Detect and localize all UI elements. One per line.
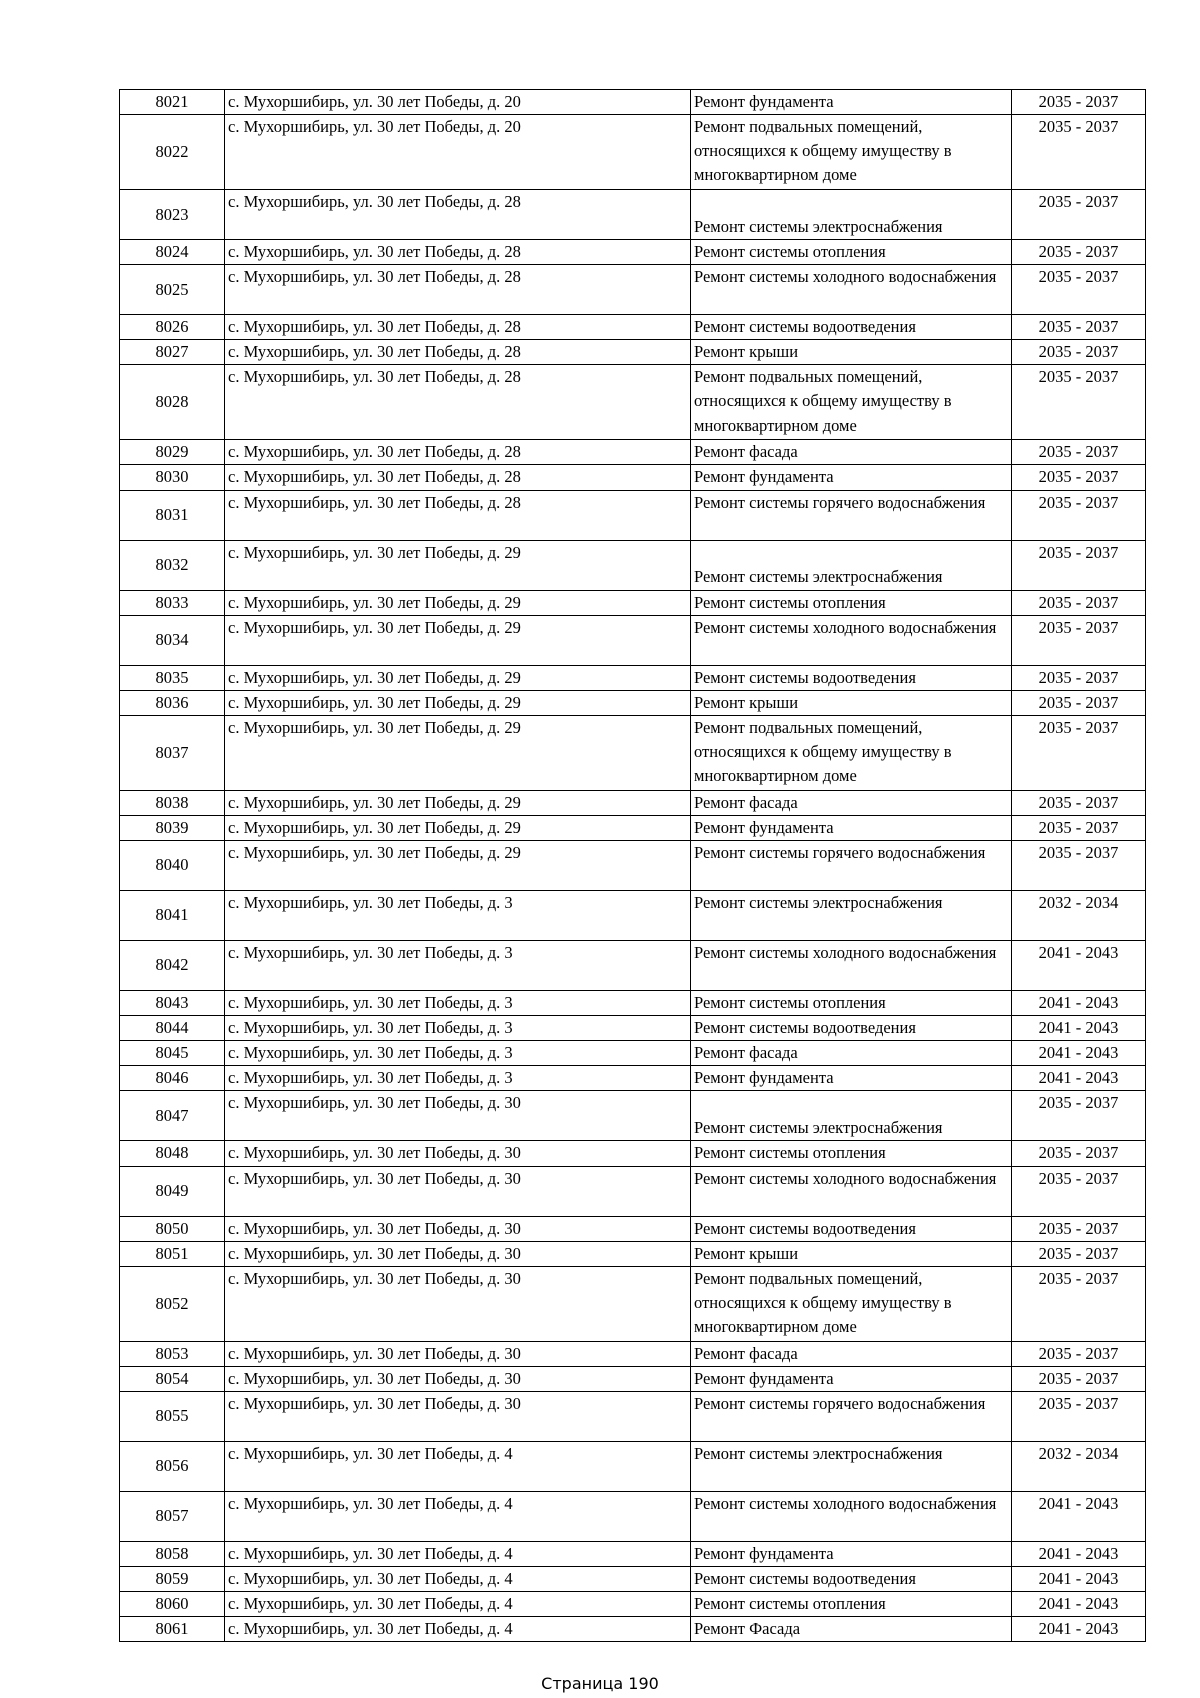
row-number: 8033 (120, 590, 225, 615)
row-work-type: Ремонт системы отопления (691, 1141, 1012, 1166)
row-work-type: Ремонт системы электроснабжения (691, 540, 1012, 590)
row-address: с. Мухоршибирь, ул. 30 лет Победы, д. 28 (225, 240, 691, 265)
row-work-type: Ремонт системы водоотведения (691, 1216, 1012, 1241)
row-address: с. Мухоршибирь, ул. 30 лет Победы, д. 29 (225, 715, 691, 790)
row-work-type: Ремонт крыши (691, 340, 1012, 365)
table-row (120, 941, 1146, 991)
row-address: с. Мухоршибирь, ул. 30 лет Победы, д. 29 (225, 815, 691, 840)
row-work-type: Ремонт системы электроснабжения (691, 1091, 1012, 1141)
table-row (120, 1341, 1146, 1366)
row-address: с. Мухоршибирь, ул. 30 лет Победы, д. 28 (225, 465, 691, 490)
row-address: с. Мухоршибирь, ул. 30 лет Победы, д. 3 (225, 1041, 691, 1066)
row-period: 2035 - 2037 (1012, 815, 1146, 840)
row-number: 8058 (120, 1541, 225, 1566)
row-period: 2041 - 2043 (1012, 991, 1146, 1016)
table-row (120, 1166, 1146, 1216)
row-period: 2035 - 2037 (1012, 540, 1146, 590)
table-row (120, 1066, 1146, 1091)
row-period: 2035 - 2037 (1012, 590, 1146, 615)
row-work-type: Ремонт фасада (691, 1341, 1012, 1366)
row-address: с. Мухоршибирь, ул. 30 лет Победы, д. 4 (225, 1592, 691, 1617)
row-period: 2041 - 2043 (1012, 941, 1146, 991)
row-address: с. Мухоршибирь, ул. 30 лет Победы, д. 29 (225, 540, 691, 590)
row-address: с. Мухоршибирь, ул. 30 лет Победы, д. 3 (225, 1066, 691, 1091)
row-number: 8029 (120, 440, 225, 465)
row-address: с. Мухоршибирь, ул. 30 лет Победы, д. 30 (225, 1391, 691, 1441)
row-address: с. Мухоршибирь, ул. 30 лет Победы, д. 3 (225, 1016, 691, 1041)
row-period: 2035 - 2037 (1012, 365, 1146, 440)
row-address: с. Мухоршибирь, ул. 30 лет Победы, д. 30 (225, 1366, 691, 1391)
table-row (120, 1141, 1146, 1166)
row-period: 2035 - 2037 (1012, 790, 1146, 815)
row-number: 8046 (120, 1066, 225, 1091)
row-number: 8042 (120, 941, 225, 991)
row-period: 2041 - 2043 (1012, 1617, 1146, 1642)
table-row (120, 665, 1146, 690)
row-work-type: Ремонт фундамента (691, 815, 1012, 840)
row-number: 8059 (120, 1566, 225, 1591)
table-row (120, 1391, 1146, 1441)
table-row (120, 1266, 1146, 1341)
row-address: с. Мухоршибирь, ул. 30 лет Победы, д. 29 (225, 615, 691, 665)
row-period: 2035 - 2037 (1012, 1391, 1146, 1441)
table-row (120, 265, 1146, 315)
row-work-type: Ремонт системы отопления (691, 590, 1012, 615)
row-work-type: Ремонт подвальных помещений, относящихся к общему имуществу в многоквартирном доме (691, 365, 1012, 440)
row-period: 2035 - 2037 (1012, 315, 1146, 340)
row-number: 8024 (120, 240, 225, 265)
table-row (120, 1491, 1146, 1541)
row-number: 8054 (120, 1366, 225, 1391)
table-row (120, 315, 1146, 340)
row-work-type: Ремонт системы холодного водоснабжения (691, 265, 1012, 315)
row-number: 8041 (120, 891, 225, 941)
table-row (120, 690, 1146, 715)
table-row (120, 1441, 1146, 1491)
row-number: 8036 (120, 690, 225, 715)
row-work-type: Ремонт системы электроснабжения (691, 891, 1012, 941)
row-work-type: Ремонт крыши (691, 1241, 1012, 1266)
row-number: 8034 (120, 615, 225, 665)
row-work-type: Ремонт системы отопления (691, 240, 1012, 265)
row-period: 2041 - 2043 (1012, 1491, 1146, 1541)
row-period: 2035 - 2037 (1012, 1341, 1146, 1366)
row-address: с. Мухоршибирь, ул. 30 лет Победы, д. 4 (225, 1617, 691, 1642)
row-work-type: Ремонт фасада (691, 440, 1012, 465)
row-number: 8023 (120, 190, 225, 240)
table-row (120, 1541, 1146, 1566)
table-row (120, 715, 1146, 790)
row-address: с. Мухоршибирь, ул. 30 лет Победы, д. 30 (225, 1216, 691, 1241)
row-period: 2035 - 2037 (1012, 465, 1146, 490)
row-period: 2041 - 2043 (1012, 1541, 1146, 1566)
row-period: 2035 - 2037 (1012, 615, 1146, 665)
row-address: с. Мухоршибирь, ул. 30 лет Победы, д. 29 (225, 590, 691, 615)
row-period: 2032 - 2034 (1012, 891, 1146, 941)
table-row (120, 1091, 1146, 1141)
table-row (120, 440, 1146, 465)
row-work-type: Ремонт фундамента (691, 1366, 1012, 1391)
row-number: 8055 (120, 1391, 225, 1441)
table-row (120, 1216, 1146, 1241)
row-work-type: Ремонт системы электроснабжения (691, 1441, 1012, 1491)
row-work-type: Ремонт подвальных помещений, относящихся к общему имуществу в многоквартирном доме (691, 715, 1012, 790)
row-work-type: Ремонт системы горячего водоснабжения (691, 1391, 1012, 1441)
row-work-type: Ремонт системы холодного водоснабжения (691, 1166, 1012, 1216)
row-period: 2041 - 2043 (1012, 1592, 1146, 1617)
row-address: с. Мухоршибирь, ул. 30 лет Победы, д. 28 (225, 190, 691, 240)
page-number: Страница 190 (541, 1674, 659, 1693)
table-row (120, 115, 1146, 190)
row-address: с. Мухоршибирь, ул. 30 лет Победы, д. 20 (225, 115, 691, 190)
row-period: 2035 - 2037 (1012, 115, 1146, 190)
row-period: 2035 - 2037 (1012, 490, 1146, 540)
row-period: 2035 - 2037 (1012, 1366, 1146, 1391)
table-row (120, 540, 1146, 590)
row-period: 2035 - 2037 (1012, 340, 1146, 365)
row-number: 8027 (120, 340, 225, 365)
table-row (120, 90, 1146, 115)
table-row (120, 1592, 1146, 1617)
row-period: 2035 - 2037 (1012, 240, 1146, 265)
row-address: с. Мухоршибирь, ул. 30 лет Победы, д. 30 (225, 1341, 691, 1366)
row-number: 8048 (120, 1141, 225, 1166)
row-work-type: Ремонт системы горячего водоснабжения (691, 841, 1012, 891)
table-row (120, 615, 1146, 665)
row-number: 8051 (120, 1241, 225, 1266)
row-period: 2041 - 2043 (1012, 1016, 1146, 1041)
table-row (120, 465, 1146, 490)
row-number: 8045 (120, 1041, 225, 1066)
row-number: 8057 (120, 1491, 225, 1541)
row-number: 8043 (120, 991, 225, 1016)
row-address: с. Мухоршибирь, ул. 30 лет Победы, д. 28 (225, 315, 691, 340)
table-row (120, 815, 1146, 840)
row-period: 2035 - 2037 (1012, 1216, 1146, 1241)
row-number: 8022 (120, 115, 225, 190)
table-row (120, 1366, 1146, 1391)
row-work-type: Ремонт фасада (691, 790, 1012, 815)
row-number: 8044 (120, 1016, 225, 1041)
row-work-type: Ремонт системы холодного водоснабжения (691, 615, 1012, 665)
row-address: с. Мухоршибирь, ул. 30 лет Победы, д. 30 (225, 1241, 691, 1266)
table-row (120, 841, 1146, 891)
row-work-type: Ремонт системы водоотведения (691, 1016, 1012, 1041)
row-work-type: Ремонт фасада (691, 1041, 1012, 1066)
table-row (120, 590, 1146, 615)
table-row (120, 891, 1146, 941)
row-number: 8060 (120, 1592, 225, 1617)
table-row (120, 1241, 1146, 1266)
row-address: с. Мухоршибирь, ул. 30 лет Победы, д. 29 (225, 790, 691, 815)
row-address: с. Мухоршибирь, ул. 30 лет Победы, д. 4 (225, 1441, 691, 1491)
row-period: 2041 - 2043 (1012, 1566, 1146, 1591)
row-address: с. Мухоршибирь, ул. 30 лет Победы, д. 4 (225, 1566, 691, 1591)
repair-schedule-table (119, 89, 1146, 1642)
table-row (120, 1016, 1146, 1041)
row-period: 2035 - 2037 (1012, 1141, 1146, 1166)
row-work-type: Ремонт системы холодного водоснабжения (691, 941, 1012, 991)
row-number: 8049 (120, 1166, 225, 1216)
table-row (120, 1566, 1146, 1591)
row-number: 8047 (120, 1091, 225, 1141)
row-period: 2035 - 2037 (1012, 1266, 1146, 1341)
row-address: с. Мухоршибирь, ул. 30 лет Победы, д. 28 (225, 490, 691, 540)
row-number: 8028 (120, 365, 225, 440)
row-number: 8050 (120, 1216, 225, 1241)
row-period: 2035 - 2037 (1012, 265, 1146, 315)
row-number: 8052 (120, 1266, 225, 1341)
table-body (120, 90, 1146, 1642)
row-number: 8030 (120, 465, 225, 490)
row-period: 2035 - 2037 (1012, 715, 1146, 790)
row-period: 2035 - 2037 (1012, 841, 1146, 891)
row-number: 8025 (120, 265, 225, 315)
row-period: 2041 - 2043 (1012, 1041, 1146, 1066)
row-address: с. Мухоршибирь, ул. 30 лет Победы, д. 30 (225, 1141, 691, 1166)
table-row (120, 1041, 1146, 1066)
row-number: 8038 (120, 790, 225, 815)
row-address: с. Мухоршибирь, ул. 30 лет Победы, д. 3 (225, 891, 691, 941)
row-number: 8021 (120, 90, 225, 115)
row-address: с. Мухоршибирь, ул. 30 лет Победы, д. 30 (225, 1166, 691, 1216)
row-number: 8032 (120, 540, 225, 590)
row-number: 8039 (120, 815, 225, 840)
row-work-type: Ремонт подвальных помещений, относящихся к общему имуществу в многоквартирном доме (691, 115, 1012, 190)
row-period: 2035 - 2037 (1012, 690, 1146, 715)
row-work-type: Ремонт системы отопления (691, 1592, 1012, 1617)
row-address: с. Мухоршибирь, ул. 30 лет Победы, д. 28 (225, 265, 691, 315)
document-page (119, 89, 1145, 1642)
table-row (120, 490, 1146, 540)
row-number: 8026 (120, 315, 225, 340)
row-address: с. Мухоршибирь, ул. 30 лет Победы, д. 28 (225, 340, 691, 365)
row-work-type: Ремонт фундамента (691, 465, 1012, 490)
row-number: 8031 (120, 490, 225, 540)
row-address: с. Мухоршибирь, ул. 30 лет Победы, д. 29 (225, 841, 691, 891)
row-address: с. Мухоршибирь, ул. 30 лет Победы, д. 29 (225, 665, 691, 690)
row-address: с. Мухоршибирь, ул. 30 лет Победы, д. 4 (225, 1541, 691, 1566)
row-address: с. Мухоршибирь, ул. 30 лет Победы, д. 3 (225, 991, 691, 1016)
row-work-type: Ремонт крыши (691, 690, 1012, 715)
row-address: с. Мухоршибирь, ул. 30 лет Победы, д. 20 (225, 90, 691, 115)
row-work-type: Ремонт системы водоотведения (691, 1566, 1012, 1591)
table-row (120, 790, 1146, 815)
row-work-type: Ремонт фундамента (691, 90, 1012, 115)
row-number: 8035 (120, 665, 225, 690)
table-row (120, 240, 1146, 265)
row-work-type: Ремонт фундамента (691, 1541, 1012, 1566)
row-address: с. Мухоршибирь, ул. 30 лет Победы, д. 30 (225, 1091, 691, 1141)
row-work-type: Ремонт системы холодного водоснабжения (691, 1491, 1012, 1541)
row-period: 2035 - 2037 (1012, 665, 1146, 690)
row-period: 2035 - 2037 (1012, 1091, 1146, 1141)
row-number: 8037 (120, 715, 225, 790)
row-period: 2035 - 2037 (1012, 1241, 1146, 1266)
row-period: 2035 - 2037 (1012, 440, 1146, 465)
table-row (120, 365, 1146, 440)
row-number: 8040 (120, 841, 225, 891)
row-period: 2035 - 2037 (1012, 1166, 1146, 1216)
table-row (120, 340, 1146, 365)
table-row (120, 190, 1146, 240)
row-work-type: Ремонт системы отопления (691, 991, 1012, 1016)
page-footer (0, 1674, 1200, 1694)
row-address: с. Мухоршибирь, ул. 30 лет Победы, д. 3 (225, 941, 691, 991)
row-work-type: Ремонт подвальных помещений, относящихся к общему имуществу в многоквартирном доме (691, 1266, 1012, 1341)
row-work-type: Ремонт Фасада (691, 1617, 1012, 1642)
row-work-type: Ремонт системы электроснабжения (691, 190, 1012, 240)
row-work-type: Ремонт системы водоотведения (691, 665, 1012, 690)
row-address: с. Мухоршибирь, ул. 30 лет Победы, д. 4 (225, 1491, 691, 1541)
table-row (120, 1617, 1146, 1642)
row-work-type: Ремонт системы горячего водоснабжения (691, 490, 1012, 540)
row-number: 8056 (120, 1441, 225, 1491)
row-period: 2041 - 2043 (1012, 1066, 1146, 1091)
row-period: 2035 - 2037 (1012, 90, 1146, 115)
row-period: 2035 - 2037 (1012, 190, 1146, 240)
row-work-type: Ремонт системы водоотведения (691, 315, 1012, 340)
row-address: с. Мухоршибирь, ул. 30 лет Победы, д. 28 (225, 440, 691, 465)
row-period: 2032 - 2034 (1012, 1441, 1146, 1491)
table-row (120, 991, 1146, 1016)
row-address: с. Мухоршибирь, ул. 30 лет Победы, д. 30 (225, 1266, 691, 1341)
row-address: с. Мухоршибирь, ул. 30 лет Победы, д. 28 (225, 365, 691, 440)
row-number: 8061 (120, 1617, 225, 1642)
row-work-type: Ремонт фундамента (691, 1066, 1012, 1091)
row-address: с. Мухоршибирь, ул. 30 лет Победы, д. 29 (225, 690, 691, 715)
row-number: 8053 (120, 1341, 225, 1366)
